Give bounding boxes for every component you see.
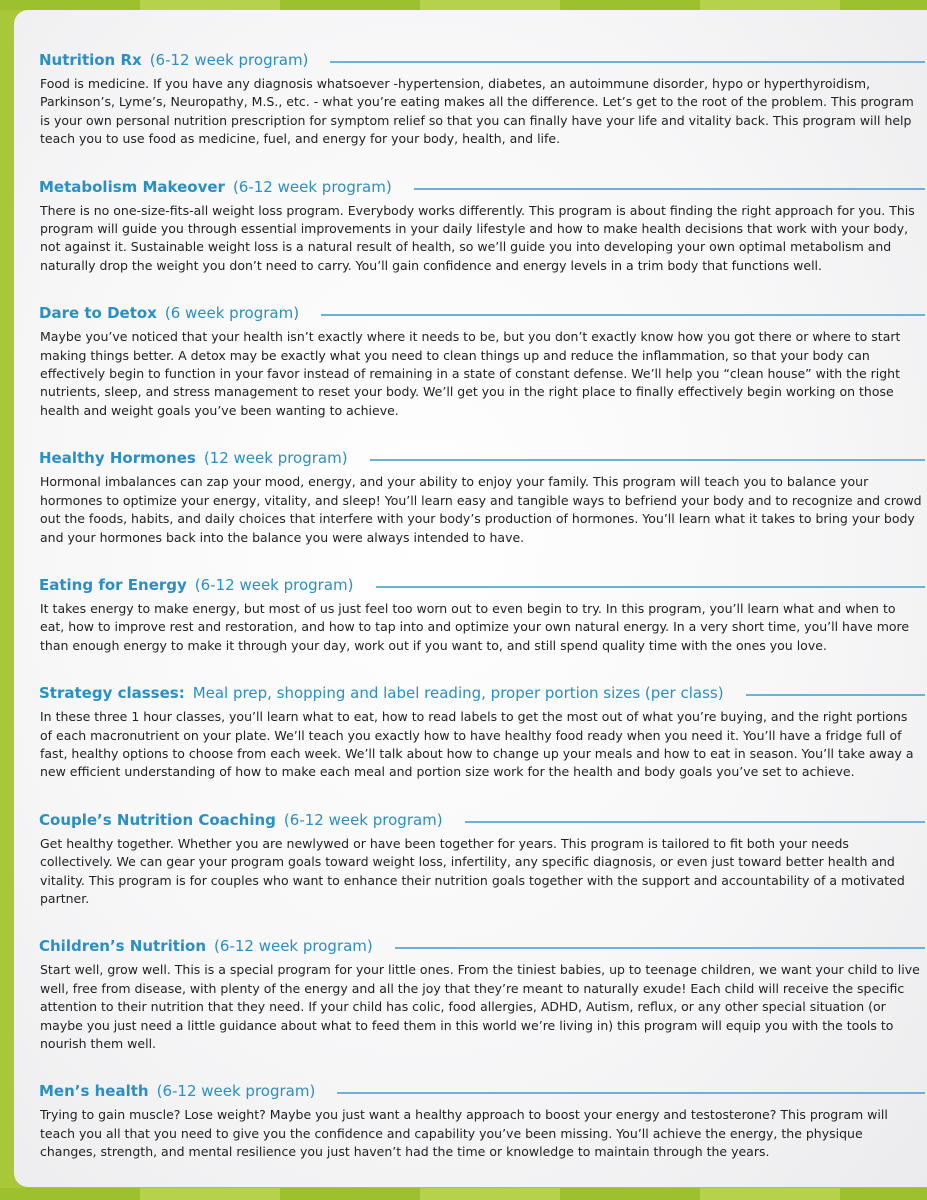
section-dare-to-detox: [39, 301, 925, 420]
heading-rule: [321, 314, 925, 316]
section-subtitle: (6-12 week program): [149, 51, 309, 69]
section-body: Food is medicine. If you have any diagnosis whatsoever -hypertension, diabetes, an autoimmune disorder, hypo or hyperthyroidism, Parkinson’s, Lyme’s, Neuropathy, M.S., etc. - what you’re eating makes all the difference. Let’s get to the root of the problem. This program is your own personal nutrition prescription for symptom relief so that you can finally have your life and vitality back. This program will help teach you to use food as medicine, fuel, and energy for your body, health, and life.: [40, 76, 914, 147]
section-title: Children’s Nutrition: [39, 937, 207, 956]
heading-rule: [414, 188, 925, 190]
bottom-border-stripe: [0, 1188, 927, 1200]
section-heading: [39, 1079, 925, 1103]
heading-rule: [330, 61, 925, 63]
section-subtitle: (6-12 week program): [156, 1082, 316, 1101]
section-mens-health: [39, 1079, 925, 1161]
heading-rule: [395, 947, 925, 949]
top-border-stripe: [0, 0, 927, 10]
section-subtitle: (6-12 week program): [283, 810, 443, 829]
heading-rule: [337, 1092, 925, 1094]
section-subtitle: (6-12 week program): [214, 937, 373, 956]
section-metabolism-makeover: [39, 175, 925, 276]
section-body: Hormonal imbalances can zap your mood, energy, and your ability to enjoy your family. This program will teach you to balance your hormones to optimize your energy, vitality, and sleep! You’ll learn easy and tangible ways to befriend your body and to recognize and crowd out the foods, habits, and daily choices that interfere with your body’s production of hormones. You’ll learn what it takes to bring your body and your hormones back into the balance you were always intended to have.: [40, 474, 922, 545]
section-body: Trying to gain muscle? Lose weight? Maybe you just want a healthy approach to boost your energy and testosterone? This program will teach you all that you need to give you the confidence and capability you’ve been missing. You’ll achieve the energy, the physique changes, strength, and mental resilience you just haven’t had the time or knowledge to maintain through the years.: [40, 1107, 888, 1160]
section-heading: [39, 808, 925, 832]
heading-rule: [465, 821, 925, 823]
section-eating-for-energy: [39, 573, 925, 655]
section-heading: [39, 48, 925, 72]
section-couples-nutrition: [39, 808, 925, 909]
section-title: Eating for Energy: [39, 575, 187, 594]
section-title: Men’s health: [39, 1082, 149, 1101]
section-body: There is no one-size-fits-all weight loss program. Everybody works differently. This program is about finding the right approach for you. This program will guide you through essential improvements in your daily lifestyle and how to make health decisions that work with your body, not against it. Sustainable weight loss is a natural result of health, so we’ll guide you into developing your own optimal metabolism and naturally drop the weight you don’t need to carry. You’ll gain confidence and energy levels in a trim body that functions well.: [40, 202, 915, 273]
heading-rule: [370, 459, 925, 461]
section-body: Maybe you’ve noticed that your health isn’t exactly where it needs to be, but you don’t exactly know how you got there or where to start making things better. A detox may be exactly what you need to clean things up and reduce the inflammation, so that your body can effectively begin to function in your favor instead of remaining in a state of constant defense. We’ll help you “clean house” with the right nutrients, sleep, and stress management to reset your body. We’ll get you in the right place to finally effectively begin working on those health and weight goals you’ve been wanting to achieve.: [40, 329, 901, 418]
section-title: Dare to Detox: [39, 304, 157, 323]
section-body: It takes energy to make energy, but most of us just feel too worn out to even begin to try. In this program, you’ll learn what and when to eat, how to improve rest and restoration, and how to tap into and optimize your own natural energy. In a very short time, you’ll have more than enough energy to make it through your day, work out if you want to, and still spend quality time with the ones you love.: [40, 600, 910, 653]
section-heading: [39, 446, 925, 470]
section-title: Strategy classes:: [39, 684, 185, 703]
section-childrens-nutrition: [39, 934, 925, 1053]
section-heading: [39, 301, 925, 325]
section-body: Start well, grow well. This is a special program for your little ones. From the tiniest babies, up to teenage children, we want your child to live well, free from disease, with plenty of the energy and all the joy that they’re meant to naturally exude! Each child will receive the specific attention to their nutrition that they need. If your child has colic, food allergies, ADHD, Autism, reflux, or any other special situation (or maybe you just need a little guidance about what to feed them in this world we’re living in) this program will equip you with the tools to nourish them well.: [40, 962, 920, 1051]
section-body: Get healthy together. Whether you are newlywed or have been together for years. This program is tailored to fit both your needs collectively. We can gear your program goals toward weight loss, infertility, any specific diagnosis, or even just toward better health and vitality. This program is for couples who want to enhance their nutrition goals together with the support and accountability of a motivated partner.: [40, 835, 905, 906]
section-subtitle: (6-12 week program): [232, 177, 392, 196]
section-strategy-classes: [39, 681, 925, 782]
section-title: Nutrition Rx: [39, 51, 142, 69]
section-heading: [39, 175, 925, 199]
section-heading: [39, 681, 925, 705]
heading-rule: [746, 694, 925, 696]
section-heading: [39, 573, 925, 597]
section-body: In these three 1 hour classes, you’ll learn what to eat, how to read labels to get the most out of what you’re buying, and the right portions of each macronutrient on your plate. We’ll teach you exactly how to have healthy food ready when you need it. You’ll have a fridge full of fast, healthy options to choose from each week. We’ll talk about how to change up your meals and how to eat in season. You’ll take away a new efficient understanding of how to make each meal and portion size work for the health and body goals you’ve set to achieve.: [40, 709, 914, 780]
section-subtitle: Meal prep, shopping and label reading, proper portion sizes (per class): [192, 684, 724, 703]
program-list: [39, 48, 925, 1162]
section-title: Couple’s Nutrition Coaching: [39, 810, 276, 829]
section-healthy-hormones: [39, 446, 925, 547]
section-heading: [39, 934, 925, 958]
section-title: Metabolism Makeover: [39, 177, 225, 196]
section-subtitle: (6-12 week program): [194, 575, 354, 594]
heading-rule: [376, 586, 925, 588]
document-page: [14, 10, 927, 1187]
section-subtitle: (6 week program): [164, 304, 300, 323]
section-title: Healthy Hormones: [39, 449, 196, 468]
section-subtitle: (12 week program): [203, 449, 348, 468]
section-nutrition-rx: [39, 48, 925, 149]
